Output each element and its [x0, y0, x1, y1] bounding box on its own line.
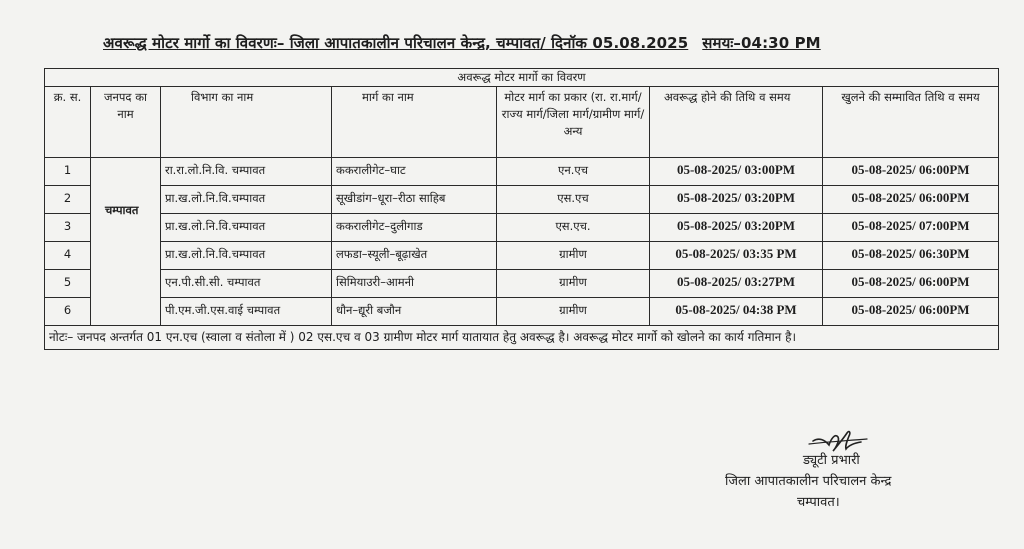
header-opening-at: खुलने की सम्मावित तिथि व समय: [823, 87, 999, 158]
cell-blocked-at: 05-08-2025/ 03:20PM: [650, 186, 823, 214]
header-district: जनपद का नाम: [91, 87, 161, 158]
cell-serial: 5: [45, 270, 91, 298]
cell-road: धौन–द्यूरी बजौन: [332, 298, 497, 326]
cell-department: प्रा.ख.लो.नि.वि.चम्पावत: [161, 242, 332, 270]
table-row: [45, 186, 999, 214]
cell-department: प्रा.ख.लो.नि.वि.चम्पावत: [161, 186, 332, 214]
table-row: [45, 270, 999, 298]
cell-road: लफडा–स्यूली–बूढ़ाखेत: [332, 242, 497, 270]
cell-department: प्रा.ख.लो.नि.वि.चम्पावत: [161, 214, 332, 242]
cell-opening-at: 05-08-2025/ 06:00PM: [823, 158, 999, 186]
blocked-roads-table: [44, 68, 999, 350]
header-department: विभाग का नाम: [161, 87, 332, 158]
table-header-row: [45, 87, 999, 158]
table-row: [45, 298, 999, 326]
cell-opening-at: 05-08-2025/ 06:00PM: [823, 186, 999, 214]
report-time: समयः–04:30 PM: [702, 34, 821, 52]
cell-blocked-at: 05-08-2025/ 03:27PM: [650, 270, 823, 298]
page-title: [103, 33, 821, 53]
cell-road: सिमियाउरी–आमनी: [332, 270, 497, 298]
header-serial: क्र. स.: [45, 87, 91, 158]
table-row: [45, 242, 999, 270]
table-row: [45, 158, 999, 186]
cell-road: सूखीडांग–धूरा–रीठा साहिब: [332, 186, 497, 214]
cell-road-type: ग्रामीण: [497, 270, 650, 298]
cell-department: पी.एम.जी.एस.वाई चम्पावत: [161, 298, 332, 326]
cell-blocked-at: 05-08-2025/ 03:35 PM: [650, 242, 823, 270]
cell-blocked-at: 05-08-2025/ 04:38 PM: [650, 298, 823, 326]
header-blocked-at: अवरूद्ध होने की तिथि व समय: [650, 87, 823, 158]
table-caption: अवरूद्ध मोटर मार्गो का विवरण: [45, 69, 999, 87]
cell-serial: 4: [45, 242, 91, 270]
cell-road: ककरालीगेट–दुलीगाड: [332, 214, 497, 242]
cell-opening-at: 05-08-2025/ 06:00PM: [823, 298, 999, 326]
cell-department: एन.पी.सी.सी. चम्पावत: [161, 270, 332, 298]
signatory-office: जिला आपातकालीन परिचालन केन्द्र: [725, 474, 892, 489]
cell-opening-at: 05-08-2025/ 06:00PM: [823, 270, 999, 298]
cell-road-type: एन.एच: [497, 158, 650, 186]
table-note: नोटः– जनपद अन्तर्गत 01 एन.एच (स्वाला व संतोला में ) 02 एस.एच व 03 ग्रामीण मोटर मार्ग यातायात हेतु अवरूद्ध है। अवरूद्ध मोटर मार्गो को खोलने का कार्य गतिमान है।: [45, 326, 999, 350]
cell-road: ककरालीगेट–घाट: [332, 158, 497, 186]
cell-district: चम्पावत: [91, 158, 161, 326]
cell-opening-at: 05-08-2025/ 07:00PM: [823, 214, 999, 242]
cell-department: रा.रा.लो.नि.वि. चम्पावत: [161, 158, 332, 186]
signature-block: [725, 450, 891, 513]
cell-road-type: ग्रामीण: [497, 242, 650, 270]
header-road-type: मोटर मार्ग का प्रकार (रा. रा.मार्ग/राज्य मार्ग/जिला मार्ग/ग्रामीण मार्ग/अन्य: [497, 87, 650, 158]
cell-serial: 6: [45, 298, 91, 326]
cell-opening-at: 05-08-2025/ 06:30PM: [823, 242, 999, 270]
signatory-designation: ड्यूटी प्रभारी: [803, 453, 860, 468]
table-row: [45, 214, 999, 242]
header-road: मार्ग का नाम: [332, 87, 497, 158]
cell-serial: 1: [45, 158, 91, 186]
cell-blocked-at: 05-08-2025/ 03:20PM: [650, 214, 823, 242]
page-title-text: अवरूद्ध मोटर मार्गो का विवरणः– जिला आपातकालीन परिचालन केन्द्र, चम्पावत/ दिनॉक 05.08.2025: [103, 34, 689, 52]
cell-serial: 3: [45, 214, 91, 242]
cell-road-type: एस.एच: [497, 186, 650, 214]
cell-serial: 2: [45, 186, 91, 214]
cell-road-type: ग्रामीण: [497, 298, 650, 326]
cell-blocked-at: 05-08-2025/ 03:00PM: [650, 158, 823, 186]
cell-road-type: एस.एच.: [497, 214, 650, 242]
signatory-place: चम्पावत।: [797, 495, 840, 510]
